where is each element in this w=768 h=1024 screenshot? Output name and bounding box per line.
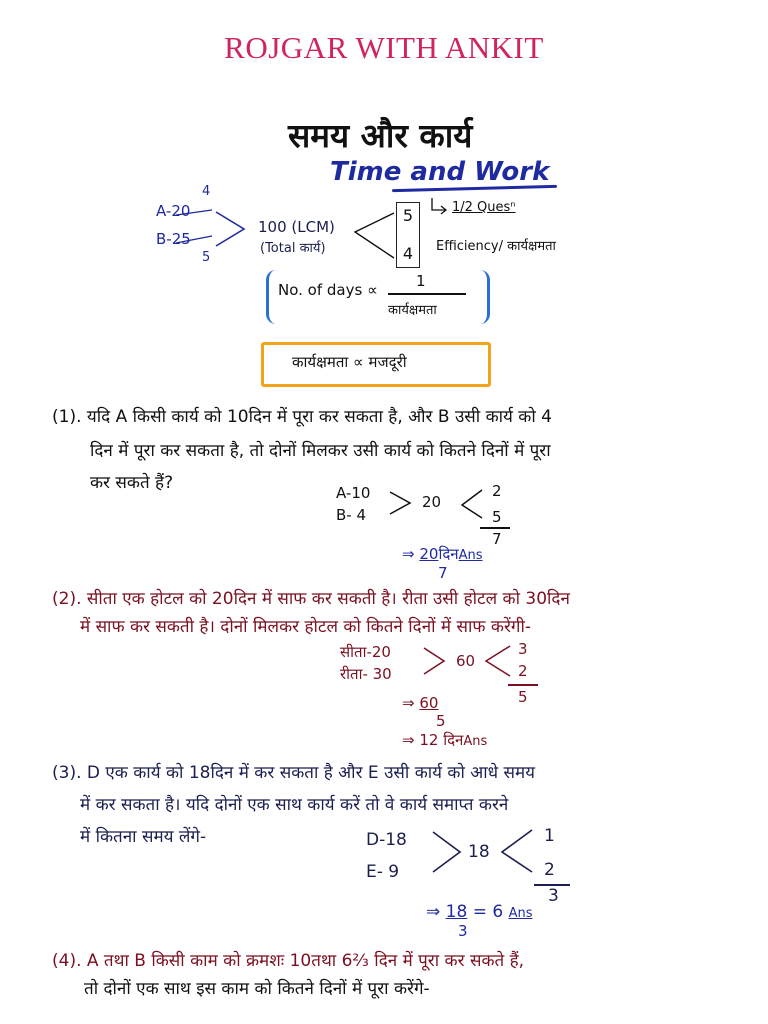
- q3-line-1: (3). D एक कार्य को 18दिन में कर सकता है और E उसी कार्य को आधे समय: [52, 763, 536, 783]
- q2-sum: 5: [518, 688, 528, 706]
- q4-line-2: तो दोनों एक साथ इस काम को कितने दिनों में पूरा करेंगे-: [84, 979, 430, 999]
- q3-answer: ⇒ 18 = 6 Ans: [426, 902, 533, 922]
- q3-line-2: में कर सकता है। यदि दोनों एक साथ कार्य करें तो वे कार्य समाप्त करने: [80, 795, 509, 815]
- q2-b: रीता- 30: [340, 665, 392, 683]
- intro-a-label: A-20: [156, 202, 191, 220]
- days-formula-left: No. of days ∝: [278, 281, 378, 299]
- intro-efficiency-label: Efficiency/ कार्यक्षमता: [436, 239, 556, 254]
- q4-line-1: (4). A तथा B किसी काम को क्रमशः 10तथा 6⅔ दिन में पूरा कर सकते हैं,: [52, 951, 525, 971]
- wage-formula-text: कार्यक्षमता ∝ मजदूरी: [292, 353, 407, 371]
- q1-b: B- 4: [336, 506, 367, 524]
- q2-lcm: 60: [456, 652, 476, 670]
- q1-line-2: दिन में पूरा कर सकता है, तो दोनों मिलकर उसी कार्य को कितने दिनों में पूरा: [90, 441, 551, 461]
- q3-line-3: में कितना समय लेंगे-: [80, 827, 207, 847]
- q1-lcm: 20: [422, 493, 442, 511]
- q1-sum-line: [480, 527, 510, 529]
- intro-b-days: 25: [171, 230, 191, 248]
- q1-line-3: कर सकते हैं?: [90, 473, 174, 493]
- q2-line-2: में साफ कर सकती है। दोनों मिलकर होटल को कितने दिनों में साफ करेंगी-: [80, 617, 532, 637]
- q2-a: सीता-20: [340, 643, 391, 661]
- page-header: ROJGAR WITH ANKIT: [224, 30, 544, 65]
- q3-eff-2: 2: [544, 860, 555, 880]
- topic-title-hindi: समय और कार्य: [288, 116, 473, 155]
- q1-sum: 7: [492, 530, 502, 548]
- efficiency-top: 5: [402, 206, 414, 225]
- days-formula-numerator: 1: [416, 272, 426, 290]
- q1-eff-1: 2: [492, 482, 502, 500]
- intro-quesn: 1/2 Quesⁿ: [452, 200, 516, 215]
- intro-b-label: B-25: [156, 230, 191, 248]
- q3-eff-1: 1: [544, 826, 555, 846]
- q3-d: D-18: [366, 830, 407, 850]
- q2-eff-2: 2: [518, 662, 528, 680]
- q2-step: ⇒ 60: [402, 694, 439, 712]
- q3-lcm: 18: [468, 842, 490, 862]
- q2-step-denominator: 5: [436, 712, 446, 730]
- intro-lcm: 100 (LCM): [258, 218, 335, 236]
- intro-total-work: (Total कार्य): [260, 241, 326, 256]
- days-formula-denominator: कार्यक्षमता: [388, 303, 437, 318]
- q2-eff-1: 3: [518, 640, 528, 658]
- efficiency-bottom: 4: [402, 244, 414, 263]
- intro-a-days: 20: [171, 202, 191, 220]
- q2-answer: ⇒ 12 दिनAns: [402, 731, 488, 749]
- days-formula-line: [388, 293, 466, 295]
- q2-line-1: (2). सीता एक होटल को 20दिन में साफ कर सकती है। रीता उसी होटल को 30दिन: [52, 589, 570, 609]
- intro-a-efficiency: 4: [202, 184, 211, 199]
- q1-line-1: (1). यदि A किसी कार्य को 10दिन में पूरा कर सकता है, और B उसी कार्य को 4: [52, 407, 552, 427]
- topic-title-english: Time and Work: [330, 157, 550, 187]
- q1-answer-denominator: 7: [438, 564, 448, 582]
- intro-b-efficiency: 5: [202, 250, 211, 265]
- q3-e: E- 9: [366, 862, 400, 882]
- q1-a: A-10: [336, 484, 371, 502]
- q3-sum: 3: [548, 886, 559, 906]
- q3-answer-denominator: 3: [458, 922, 468, 940]
- q2-sum-line: [508, 684, 538, 686]
- q1-eff-2: 5: [492, 508, 502, 526]
- q1-answer: ⇒ 20दिनAns: [402, 545, 483, 563]
